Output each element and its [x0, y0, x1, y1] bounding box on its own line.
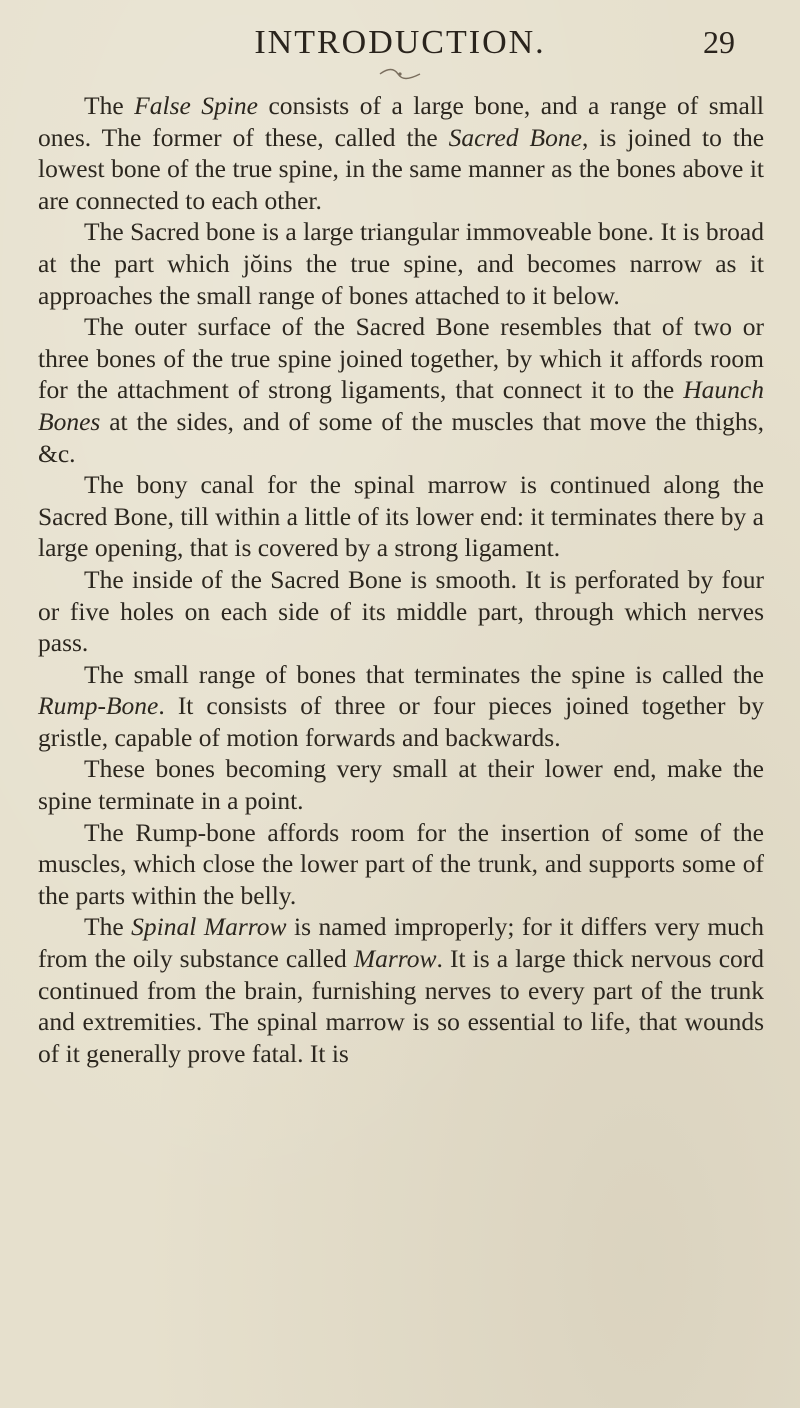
- body-text: [38, 90, 764, 1069]
- paragraph: [38, 564, 764, 659]
- paragraph: [38, 469, 764, 564]
- text-run: The small range of bones that terminates the spine is called the: [84, 659, 764, 689]
- text-run: , is joined to the lowest bone of the true spine, in the same manner as the bones above it are connected to each other.: [38, 122, 765, 215]
- text-run: The Rump-bone affords room for the insertion of some of the muscles, which close the lower part of the trunk, and supports some of the parts within the belly.: [38, 817, 764, 910]
- running-head: [0, 20, 800, 80]
- text-run: The Sacred bone is a large triangular immoveable bone. It is broad at the part which jŏins the true spine, and becomes narrow as it approaches the small range of bones attached to it below.: [38, 217, 764, 310]
- page-number: 29: [703, 24, 735, 60]
- paragraph: [38, 911, 764, 1069]
- italic-term: Marrow: [353, 944, 437, 974]
- italic-term: False Spine: [134, 91, 258, 120]
- text-run: These bones becoming very small at their lower end, make the spine terminate in a point.: [38, 754, 764, 816]
- text-run: The bony canal for the spinal marrow is continued along the Sacred Bone, till within a little of its lower end: it terminates there by a large opening, that is covered by a strong ligament.: [38, 470, 764, 563]
- paragraph: [38, 817, 764, 912]
- italic-term: Rump-Bone: [38, 691, 159, 721]
- italic-term: Spinal Marrow: [131, 912, 287, 942]
- text-run: The inside of the Sacred Bone is smooth. It is perforated by four or five holes on each side of its middle part, through which nerves pass.: [38, 564, 764, 658]
- paragraph: [38, 216, 764, 311]
- text-run: The: [84, 912, 132, 942]
- ornament-icon: [0, 66, 800, 85]
- text-run: consists of a large bone, and a range of small ones. The former of these, called the: [38, 91, 764, 152]
- text-run: is named improperly; for it differs very much from the oily substance called: [38, 912, 764, 974]
- paragraph: [38, 753, 764, 816]
- paragraph: [38, 659, 764, 754]
- chapter-title: INTRODUCTION.: [254, 24, 546, 61]
- text-run: The outer surface of the Sacred Bone resembles that of two or three bones of the true spine joined together, by which it affords room for the attachment of strong ligaments, that connect it to the: [38, 312, 764, 405]
- text-run: at the sides, and of some of the muscles that move the thighs, &c.: [38, 406, 764, 468]
- italic-term: Haunch Bones: [38, 375, 764, 436]
- paragraph: [38, 311, 764, 469]
- italic-term: Sacred Bone: [448, 122, 582, 152]
- text-run: The: [84, 91, 135, 120]
- text-run: . It is a large thick nervous cord continued from the brain, furnishing nerves to every part of the trunk and extremities. The spinal marrow is so essential to life, that wounds of it generally prove fatal. It is: [38, 944, 764, 1068]
- text-run: . It consists of three or four pieces joined together by gristle, capable of motion forwards and backwards.: [38, 691, 764, 752]
- paragraph: [38, 90, 764, 216]
